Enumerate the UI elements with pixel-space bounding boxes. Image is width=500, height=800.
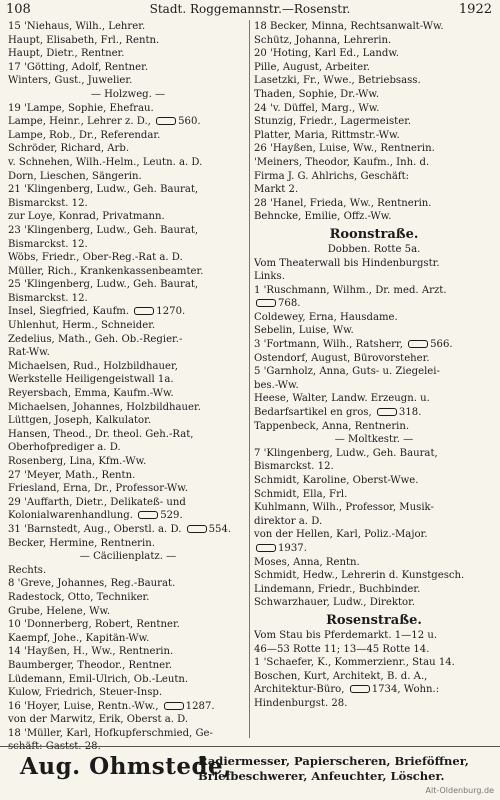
street-heading (254, 226, 494, 243)
directory-line (8, 61, 248, 75)
directory-line (8, 34, 248, 48)
line-text: Rosenberg, Lina, Kfm.-Ww. (8, 456, 147, 467)
directory-line (8, 509, 248, 523)
line-text: 24 'v. Düffel, Marg., Ww. (254, 102, 380, 114)
line-text: 25 'Klingenberg, Ludw., Geh. Baurat, (8, 279, 199, 291)
line-text: Bismarckst. 12. (8, 197, 88, 209)
directory-line (254, 20, 494, 34)
line-text: Stunzig, Friedr., Lagermeister. (254, 116, 412, 128)
directory-line (8, 550, 248, 564)
directory-line (8, 170, 248, 184)
directory-line (8, 591, 248, 605)
directory-line (254, 338, 494, 352)
phone-number: 560. (178, 116, 201, 128)
directory-line (254, 670, 494, 684)
directory-line (254, 420, 494, 434)
line-text: Kaempf, Johe., Kapitän-Ww. (8, 632, 150, 644)
line-text: Schütz, Johanna, Lehrerin. (254, 34, 392, 46)
running-title: Stadt. Roggemannstr.—Rosenstr. (149, 2, 351, 16)
line-text: Friesland, Erna, Dr., Professor-Ww. (8, 483, 188, 495)
directory-line (254, 656, 494, 670)
directory-line (254, 311, 494, 325)
line-text: Wöbs, Friedr., Ober-Reg.-Rat a. D. (8, 252, 183, 264)
directory-line (8, 414, 248, 428)
directory-line (8, 210, 248, 224)
line-text: Lindemann, Friedr., Buchbinder. (254, 583, 421, 595)
directory-line (8, 605, 248, 619)
column-divider (249, 20, 250, 738)
directory-line (254, 596, 494, 610)
line-text: 23 'Klingenberg, Ludw., Geh. Baurat, (8, 224, 199, 236)
directory-line (254, 142, 494, 156)
line-text: Roonstraße. (329, 226, 419, 242)
line-text: Platter, Maria, Rittmstr.-Ww. (254, 129, 400, 141)
directory-line (254, 352, 494, 366)
line-text: Lampe, Heinr., Lehrer z. D., (8, 116, 155, 128)
line-text: Vom Theaterwall bis Hindenburgstr. (254, 257, 440, 269)
line-text: — Cäcilienplatz. — (79, 551, 177, 563)
directory-line (254, 183, 494, 197)
directory-line (8, 346, 248, 360)
telephone-icon (256, 544, 276, 552)
directory-line (8, 645, 248, 659)
line-text: Coldewey, Erna, Hausdame. (254, 311, 398, 323)
line-text: Bismarckst. 12. (8, 238, 88, 250)
directory-line (254, 542, 494, 556)
line-text: 31 'Barnstedt, Aug., Oberstl. a. D. (8, 523, 185, 535)
directory-line (8, 387, 248, 401)
directory-line (8, 88, 248, 102)
directory-line (254, 210, 494, 224)
line-text: Hindenburgst. 28. (254, 697, 348, 709)
advert-name: Aug. Ohmstede, (20, 753, 232, 780)
line-text: Boschen, Kurt, Architekt, B. d. A., (254, 670, 428, 682)
telephone-icon (138, 511, 158, 519)
line-text: 10 'Donnerberg, Robert, Rentner. (8, 619, 180, 631)
directory-line (8, 441, 248, 455)
directory-line (254, 629, 494, 643)
line-text: 7 'Klingenberg, Ludw., Geh. Baurat, (254, 447, 438, 459)
directory-line (254, 643, 494, 657)
line-text: Insel, Siegfried, Kaufm. (8, 306, 133, 318)
directory-line (254, 515, 494, 529)
directory-line (8, 305, 248, 319)
directory-line (254, 115, 494, 129)
line-text: bes.-Ww. (254, 379, 299, 391)
directory-line (254, 583, 494, 597)
line-text: Grube, Helene, Ww. (8, 605, 111, 617)
directory-line (8, 537, 248, 551)
directory-line (254, 74, 494, 88)
page-number: 108 (6, 2, 31, 17)
phone-number: 566. (430, 339, 453, 351)
directory-line (8, 156, 248, 170)
line-text: Rosenstraße. (326, 612, 422, 628)
directory-line (254, 102, 494, 116)
line-text: Behncke, Emilie, Offz.-Ww. (254, 211, 392, 223)
directory-line (254, 488, 494, 502)
left-column (8, 20, 248, 754)
directory-line (254, 156, 494, 170)
line-text: 20 'Hoting, Karl Ed., Landw. (254, 48, 399, 60)
line-text: Kolonialwarenhandlung. (8, 510, 137, 522)
phone-number: 318. (398, 407, 422, 419)
line-text: — Holzweg. — (90, 88, 166, 100)
directory-line (8, 373, 248, 387)
line-text: Moses, Anna, Rentn. (254, 556, 360, 568)
directory-line (8, 428, 248, 442)
telephone-icon (256, 299, 276, 307)
directory-line (8, 523, 248, 537)
right-column (254, 20, 494, 711)
directory-line (254, 129, 494, 143)
line-text: Michaelsen, Johannes, Holzbildhauer. (8, 401, 201, 413)
line-text: Baumberger, Theodor., Rentner. (8, 659, 173, 671)
directory-line (254, 324, 494, 338)
directory-line (254, 569, 494, 583)
directory-line (8, 564, 248, 578)
telephone-icon (187, 525, 207, 533)
telephone-icon (134, 307, 154, 315)
line-text: schäft: Gastst. 28. (8, 741, 101, 753)
line-text: Kuhlmann, Wilh., Professor, Musik- (254, 502, 434, 514)
line-text: Kulow, Friedrich, Steuer-Insp. (8, 687, 163, 699)
phone-number: 554. (208, 523, 232, 535)
phone-number: 1270. (156, 306, 186, 318)
directory-line (254, 61, 494, 75)
directory-line (254, 556, 494, 570)
line-text: 1 'Schaefer, K., Kommerzienr., Stau 14. (254, 657, 455, 669)
directory-line (8, 224, 248, 238)
directory-line (254, 257, 494, 271)
directory-line (8, 360, 248, 374)
line-text: Bedarfsartikel en gros, (254, 407, 375, 419)
directory-line (8, 319, 248, 333)
line-text: 8 'Greve, Johannes, Reg.-Baurat. (8, 578, 176, 590)
directory-line (254, 683, 494, 697)
advertisement (0, 746, 500, 787)
directory-line (254, 88, 494, 102)
directory-line (254, 197, 494, 211)
line-text: 27 'Meyer, Math., Rentn. (8, 469, 136, 481)
line-text: Oberhofprediger a. D. (8, 442, 121, 454)
line-text: Rat-Ww. (8, 347, 50, 359)
line-text: Lüttgen, Joseph, Kalkulator. (8, 415, 152, 427)
phone-number: 529. (160, 510, 183, 522)
line-text: Thaden, Sophie, Dr.-Ww. (254, 88, 380, 100)
directory-line (254, 170, 494, 184)
line-text: Rechts. (8, 564, 47, 576)
line-text: Radestock, Otto, Techniker. (8, 591, 150, 603)
line-text: 18 Becker, Minna, Rechtsanwalt-Ww. (254, 21, 444, 32)
directory-line (8, 700, 248, 714)
watermark: Alt-Oldenburg.de (425, 786, 494, 795)
phone-number: 768. (278, 298, 301, 310)
directory-line (254, 243, 494, 257)
line-text: Links. (254, 271, 285, 283)
directory-line (8, 278, 248, 292)
line-text: Bismarckst. 12. (8, 292, 88, 304)
line-text: v. Schnehen, Wilh.-Helm., Leutn. a. D. (8, 156, 203, 168)
line-text: 5 'Garnholz, Anna, Guts- u. Ziegelei- (254, 366, 440, 378)
line-text: Dobben. Rotte 5a. (327, 243, 421, 255)
line-text: Schmidt, Hedw., Lehrerin d. Kunstgesch. (254, 570, 465, 582)
directory-line (8, 102, 248, 116)
line-text: Uhlenhut, Herm., Schneider. (8, 320, 156, 332)
phone-number: 1287. (185, 700, 215, 712)
phone-number: 1734, Wohn.: (371, 684, 440, 696)
directory-line (8, 618, 248, 632)
line-text: 1 'Ruschmann, Wilhm., Dr. med. Arzt. (254, 284, 447, 296)
line-text: Ostendorf, August, Bürovorsteher. (254, 352, 430, 364)
directory-line (8, 673, 248, 687)
line-text: Hansen, Theod., Dr. theol. Geh.-Rat, (8, 428, 194, 440)
telephone-icon (350, 685, 370, 693)
street-heading (254, 612, 494, 629)
directory-line (254, 47, 494, 61)
directory-line (8, 496, 248, 510)
line-text: Becker, Hermine, Rentnerin. (8, 537, 155, 549)
directory-line (8, 20, 248, 34)
directory-line (8, 333, 248, 347)
line-text: Werkstelle Heiligengeistwall 1a. (8, 374, 174, 386)
directory-line (8, 727, 248, 741)
line-text: Bismarckst. 12. (254, 461, 334, 473)
directory-line (254, 392, 494, 406)
line-text: 14 'Hayßen, H., Ww., Rentnerin. (8, 646, 174, 658)
phone-number: 1937. (278, 542, 307, 554)
directory-line (8, 183, 248, 197)
directory-line (8, 401, 248, 415)
page-header (0, 0, 500, 18)
directory-line (8, 197, 248, 211)
line-text: Sebelin, Luise, Ww. (254, 325, 354, 337)
line-text: Lüdemann, Emil-Ulrich, Ob.-Leutn. (8, 673, 189, 685)
advert-line-2: Briefbeschwerer, Anfeuchter, Löscher. (198, 769, 445, 783)
line-text: 26 'Hayßen, Luise, Ww., Rentnerin. (254, 143, 435, 155)
line-text: von der Marwitz, Erik, Oberst a. D. (8, 714, 189, 726)
directory-line (8, 482, 248, 496)
line-text: 17 'Götting, Adolf, Rentner. (8, 61, 149, 73)
telephone-icon (164, 702, 184, 710)
directory-line (8, 74, 248, 88)
line-text: Schmidt, Karoline, Oberst-Wwe. (254, 475, 419, 486)
line-text: Schmidt, Ella, Frl. (254, 488, 348, 500)
directory-line (8, 659, 248, 673)
line-text: Heese, Walter, Landw. Erzeugn. u. (254, 393, 430, 405)
line-text: Lampe, Rob., Dr., Referendar. (8, 129, 161, 141)
directory-line (254, 460, 494, 474)
line-text: 15 'Niehaus, Wilh., Lehrer. (8, 21, 146, 32)
line-text: Pille, August, Arbeiter. (254, 61, 371, 73)
line-text: Schwarzhauer, Ludw., Direktor. (254, 597, 416, 609)
line-text: Schröder, Richard, Arb. (8, 143, 130, 155)
telephone-icon (377, 408, 397, 416)
line-text: Markt 2. (254, 184, 299, 196)
line-text: Michaelsen, Rud., Holzbildhauer, (8, 360, 178, 372)
directory-line (8, 713, 248, 727)
line-text: Zedelius, Math., Geh. Ob.-Regier.- (8, 333, 183, 345)
telephone-icon (408, 340, 428, 348)
directory-line (254, 447, 494, 461)
directory-line (8, 469, 248, 483)
directory-line (8, 265, 248, 279)
directory-line (254, 501, 494, 515)
advert-line-1: Radiermesser, Papierscheren, Brieföffner, (198, 754, 469, 768)
directory-line (254, 528, 494, 542)
directory-line (254, 697, 494, 711)
line-text: 28 'Hanel, Frieda, Ww., Rentnerin. (254, 197, 432, 209)
directory-line (8, 577, 248, 591)
line-text: Architektur-Büro, (254, 684, 348, 696)
directory-line (8, 632, 248, 646)
line-text: Haupt, Dietr., Rentner. (8, 48, 125, 60)
line-text: Vom Stau bis Pferdemarkt. 1—12 u. (254, 629, 438, 641)
directory-line (254, 433, 494, 447)
line-text: direktor a. D. (254, 515, 323, 527)
directory-line (254, 379, 494, 393)
directory-line (254, 474, 494, 488)
year: 1922 (458, 2, 492, 17)
line-text: Winters, Gust., Juwelier. (8, 75, 133, 87)
line-text: 46—53 Rotte 11; 13—45 Rotte 14. (254, 643, 430, 655)
directory-line (254, 365, 494, 379)
directory-line (254, 34, 494, 48)
line-text: 16 'Hoyer, Luise, Rentn.-Ww., (8, 700, 162, 712)
directory-line (254, 406, 494, 420)
directory-line (8, 115, 248, 129)
line-text: von der Hellen, Karl, Poliz.-Major. (254, 529, 428, 541)
line-text: Tappenbeck, Anna, Rentnerin. (254, 420, 410, 432)
line-text: Haupt, Elisabeth, Frl., Rentn. (8, 34, 160, 46)
line-text: zur Loye, Konrad, Privatmann. (8, 211, 165, 223)
line-text: — Moltkestr. — (334, 434, 414, 446)
telephone-icon (156, 117, 176, 125)
line-text: 19 'Lampe, Sophie, Ehefrau. (8, 102, 154, 114)
directory-line (8, 455, 248, 469)
line-text: Lasetzki, Fr., Wwe., Betriebsass. (254, 75, 421, 87)
directory-line (254, 297, 494, 311)
line-text: 29 'Auffarth, Dietr., Delikateß- und (8, 496, 186, 508)
directory-line (8, 47, 248, 61)
directory-line (254, 284, 494, 298)
line-text: Müller, Rich., Krankenkassenbeamter. (8, 265, 204, 277)
line-text: Dorn, Lieschen, Sängerin. (8, 170, 142, 182)
line-text: 18 'Müller, Karl, Hofkupferschmied, Ge- (8, 727, 213, 739)
directory-line (254, 270, 494, 284)
directory-line (8, 292, 248, 306)
line-text: 3 'Fortmann, Wilh., Ratsherr, (254, 339, 407, 351)
line-text: 21 'Klingenberg, Ludw., Geh. Baurat, (8, 184, 199, 196)
line-text: Reyersbach, Emma, Kaufm.-Ww. (8, 388, 174, 400)
directory-line (8, 686, 248, 700)
line-text: Firma J. G. Ahlrichs, Geschäft: (254, 170, 410, 182)
directory-line (8, 238, 248, 252)
directory-line (8, 129, 248, 143)
line-text: 'Meiners, Theodor, Kaufm., Inh. d. (254, 156, 430, 168)
directory-line (8, 251, 248, 265)
directory-line (8, 142, 248, 156)
